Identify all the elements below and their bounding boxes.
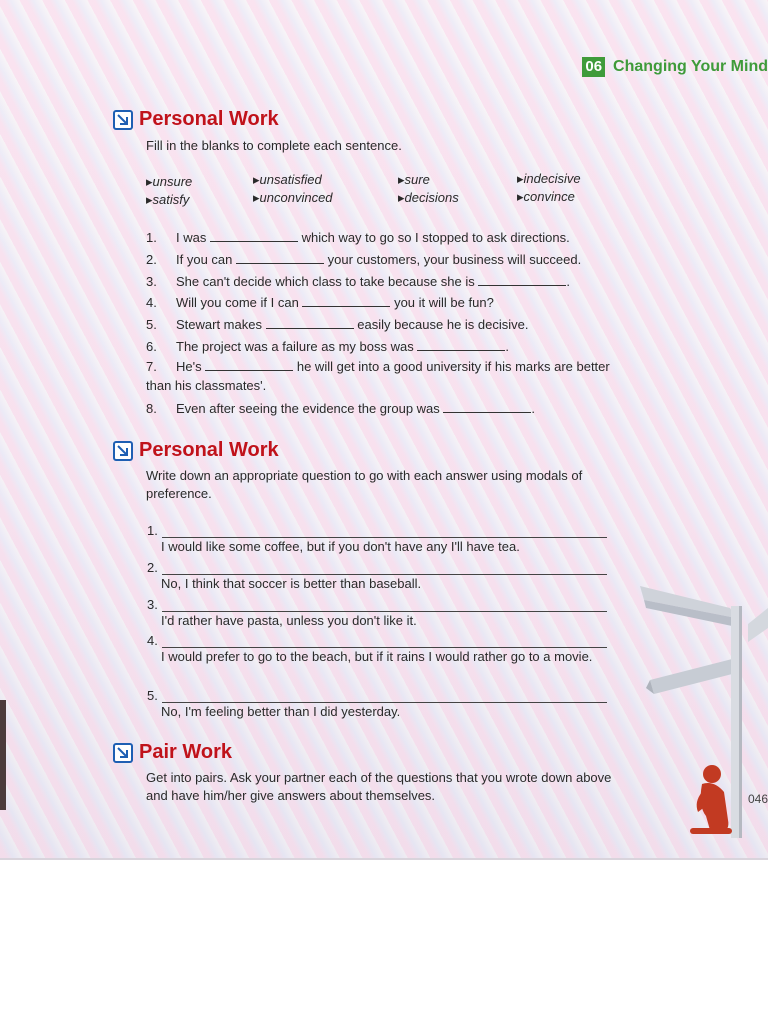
chapter-number: 06 — [582, 57, 605, 77]
fill-blank-item: 2. If you can your customers, your business will succeed. — [146, 252, 582, 267]
section-1-heading — [113, 108, 279, 131]
arrow-down-right-icon — [113, 743, 133, 763]
section-2-instruction: Write down an appropriate question to go with each answer using modals of preference. — [146, 468, 583, 501]
fill-blank-item: 5. Stewart makes easily because he is decisive. — [146, 317, 529, 332]
fill-blank-item: 7. He's he will get into a good university if his marks are better than his classmates'. — [146, 359, 610, 393]
word-option: ▸ convince — [517, 189, 575, 205]
section-3-heading — [113, 741, 232, 764]
section-3-instruction: Get into pairs. Ask your partner each of the questions that you wrote down above and have him/her give answers about themselves. — [146, 770, 612, 803]
chapter-title: Changing Your Mind — [613, 58, 768, 75]
word-option: ▸ unsure — [146, 174, 192, 190]
answer-line[interactable] — [162, 690, 607, 703]
answer-line[interactable] — [162, 599, 607, 612]
word-option: ▸ indecisive — [517, 171, 581, 187]
word-option: ▸ decisions — [398, 190, 459, 206]
question-item: 5. No, I'm feeling better than I did yesterday. — [147, 688, 607, 721]
section-1-instruction: Fill in the blanks to complete each sentence. — [146, 138, 402, 153]
word-option: ▸ sure — [398, 172, 430, 188]
blank-field[interactable] — [417, 338, 505, 351]
blank-field[interactable] — [205, 358, 293, 371]
word-option: ▸ unsatisfied — [253, 172, 322, 188]
section-2-title: Personal Work — [139, 439, 279, 461]
fill-blank-item: 3. She can't decide which class to take because she is . — [146, 274, 571, 289]
page-number: 046 — [748, 792, 768, 806]
word-option: ▸ unconvinced — [253, 190, 333, 206]
blank-field[interactable] — [266, 316, 354, 329]
blank-field[interactable] — [443, 400, 531, 413]
arrow-down-right-icon — [113, 441, 133, 461]
answer-line[interactable] — [162, 562, 607, 575]
section-3-title: Pair Work — [139, 741, 232, 763]
thinking-figure — [690, 765, 732, 834]
page-edge — [0, 700, 6, 810]
blank-field[interactable] — [302, 294, 390, 307]
chapter-header — [582, 56, 768, 78]
blank-field[interactable] — [478, 273, 566, 286]
section-1-title: Personal Work — [139, 108, 279, 130]
answer-line[interactable] — [162, 525, 607, 538]
question-item: 2. No, I think that soccer is better than baseball. — [147, 560, 607, 593]
fill-blank-item: 8. Even after seeing the evidence the group was . — [146, 401, 536, 416]
blank-field[interactable] — [236, 251, 324, 264]
signpost-illustration — [640, 580, 768, 850]
fill-blank-item: 1. I was which way to go so I stopped to ask directions. — [146, 230, 570, 245]
fill-blank-item: 4. Will you come if I can you it will be fun? — [146, 295, 494, 310]
answer-line[interactable] — [162, 635, 607, 648]
word-option: ▸ satisfy — [146, 192, 189, 208]
blank-field[interactable] — [210, 229, 298, 242]
section-2-heading — [113, 439, 279, 462]
question-item: 4. I would prefer to go to the beach, but if it rains I would rather go to a movie. — [147, 633, 607, 666]
question-item: 3. I'd rather have pasta, unless you don't like it. — [147, 597, 607, 630]
arrow-down-right-icon — [113, 110, 133, 130]
fill-blank-item: 6. The project was a failure as my boss was . — [146, 339, 509, 354]
question-item: 1. I would like some coffee, but if you don't have any I'll have tea. — [147, 523, 607, 556]
